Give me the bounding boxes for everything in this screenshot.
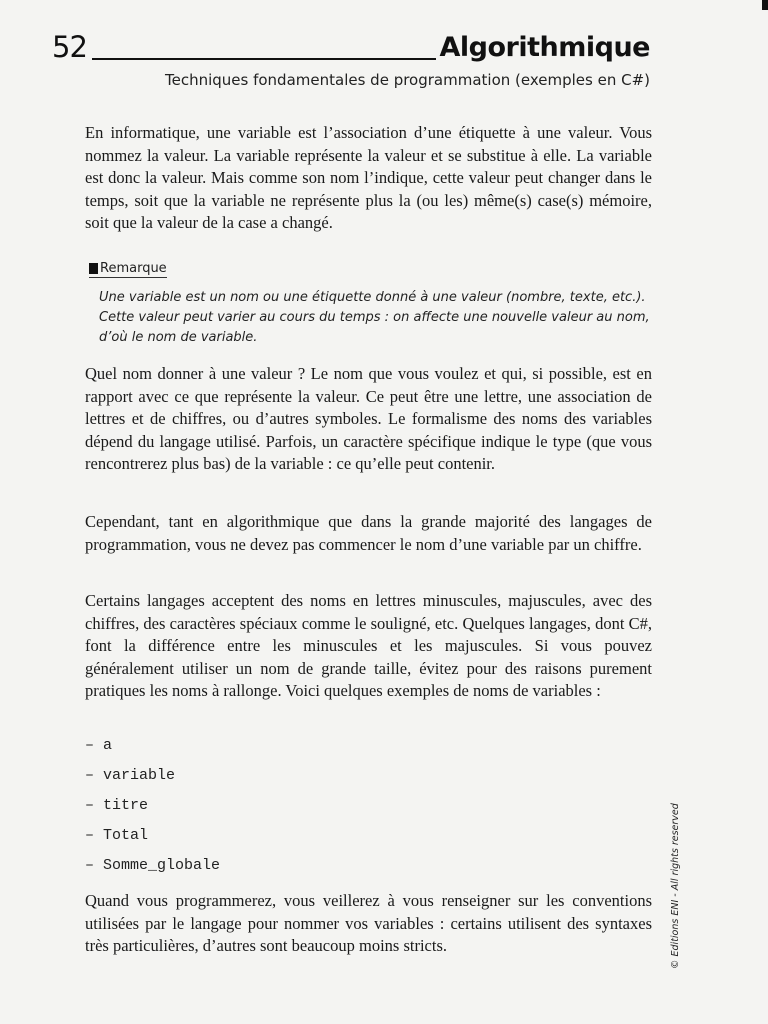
scan-corner-mark — [762, 0, 768, 10]
list-item: – titre — [85, 797, 149, 814]
page-number: 52 — [52, 30, 87, 64]
copyright-notice: © Editions ENI - All rights reserved — [670, 803, 681, 969]
paragraph-conventions: Quand vous programmerez, vous veillerez à vous renseigner sur les conventions utilisées par le langage pour nommer vos variables : certains utilisent des syntaxes très particulières, d’autres sont beaucoup moins stricts. — [85, 891, 652, 955]
list-item: – Total — [85, 827, 149, 844]
paragraph-digit-rule: Cependant, tant en algorithmique que dans la grande majorité des langages de programmation, vous ne devez pas commencer le nom d’une variable par un chiffre. — [85, 512, 652, 554]
book-subtitle: Techniques fondamentales de programmation (exemples en C#) — [164, 71, 650, 89]
note-label-text: Remarque — [100, 261, 167, 276]
book-title: Algorithmique — [439, 32, 650, 63]
note-marker-icon — [89, 263, 98, 274]
note-label — [89, 261, 167, 278]
list-item: – variable — [85, 767, 176, 784]
list-item: – Somme_globale — [85, 857, 221, 874]
variable-examples-list — [85, 735, 220, 885]
note-text: Une variable est un nom ou une étiquette donné à une valeur (nombre, texte, etc.). Cette valeur peut varier au cours du temps : on affecte une nouvelle valeur au nom, d’où le nom de variable. — [99, 290, 650, 345]
paragraph-intro: En informatique, une variable est l’association d’une étiquette à une valeur. Vous nommez la valeur. La variable représente la valeur et se substitue à elle. La variable est donc la valeur. Mais comme son nom l’indique, cette valeur peut changer dans le temps, soit que la variable ne représente plus la (ou les) même(s) case(s) mémoire, soit que la valeur de la case a changé. — [85, 123, 652, 232]
list-item: – a — [85, 737, 113, 754]
paragraph-naming: Quel nom donner à une valeur ? Le nom que vous voulez et qui, si possible, est en rapport avec ce que représente la valeur. Ce peut être une lettre, une association de lettres et de chiffres, ou d’autres symboles. Le formalisme des noms des variables dépend du langage utilisé. Parfois, un caractère spécifique indique le type (que vous rencontrerez plus bas) de la variable : ce qu’elle peut contenir. — [85, 364, 652, 473]
header-rule — [92, 58, 436, 60]
paragraph-case: Certains langages acceptent des noms en lettres minuscules, majuscules, avec des chiffres, des caractères spéciaux comme le souligné, etc. Quelques langages, dont C#, font la différence entre les minuscules et les majuscules. Si vous pouvez généralement utiliser un nom de grande taille, évitez pour des raisons purement pratiques les noms à rallonge. Voici quelques exemples de noms de variables : — [85, 591, 652, 700]
